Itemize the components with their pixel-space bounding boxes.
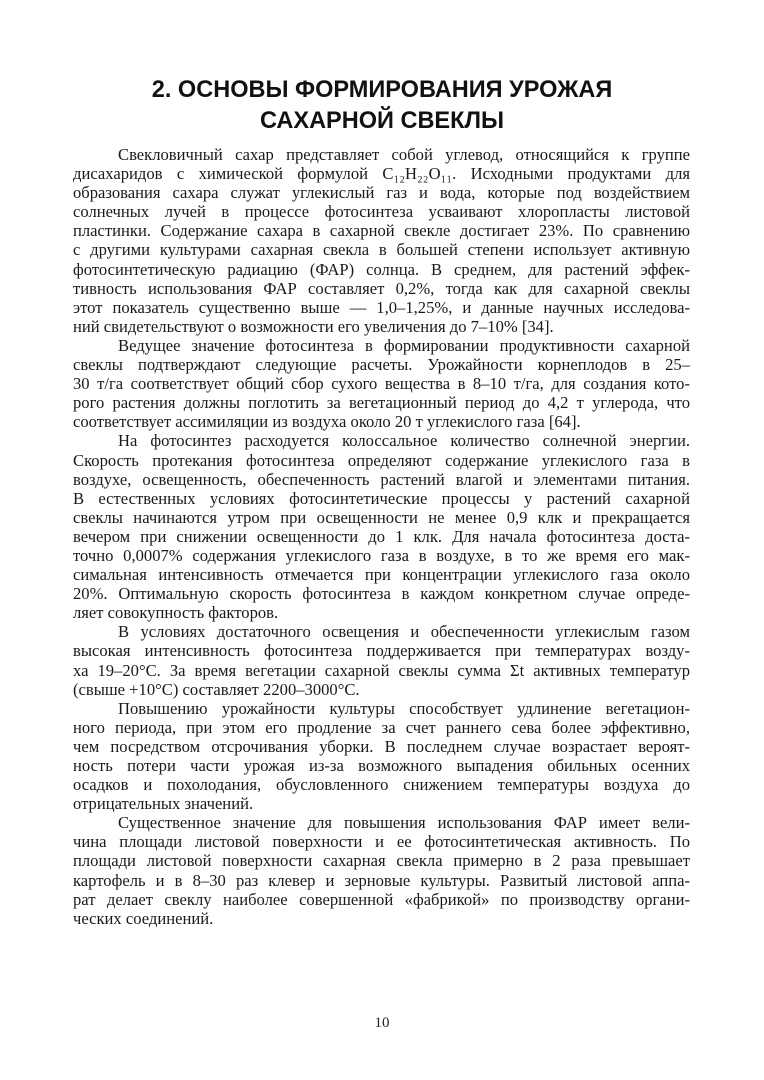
text-line: чем посредством отсрочивания уборки. В последнем случае возрастает вероят- <box>73 736 690 756</box>
text-line: этот показатель существенно выше — 1,0–1,25%, и данные научных исследова- <box>73 297 690 317</box>
chapter-title-line-1: 2. ОСНОВЫ ФОРМИРОВАНИЯ УРОЖАЯ <box>151 76 613 103</box>
text-line: ного периода, при этом его продление за счет раннего сева более эффективно, <box>73 717 690 737</box>
text-line: тивность использования ФАР составляет 0,2%, тогда как для сахарной свеклы <box>73 278 690 298</box>
text-line: симальная интенсивность отмечается при концентрации углекислого газа около <box>73 565 690 585</box>
paragraph <box>73 145 690 336</box>
text-line: точно 0,0007% содержания углекислого газа в воздухе, в то же время его мак- <box>73 545 690 565</box>
text-line: рат делает свеклу наиболее совершенной «фабрикой» по производству органи- <box>73 889 690 909</box>
text-line: 20%. Оптимальную скорость фотосинтеза в каждом конкретном случае опреде- <box>73 584 690 604</box>
text-line: вечером при снижении освещенности до 1 клк. Для начала фотосинтеза доста- <box>73 526 690 546</box>
text-line: образования сахара служат углекислый газ и вода, которые под воздействием <box>73 183 690 203</box>
paragraph <box>73 813 690 928</box>
paragraph <box>73 431 690 622</box>
body-text <box>73 145 690 928</box>
text-line: свеклы подтверждают следующие расчеты. Урожайности корнеплодов в 25– <box>73 355 690 375</box>
text-line: ческих соединений. <box>73 908 214 928</box>
text-line: высокая интенсивность фотосинтеза поддерживается при температурах возду- <box>73 641 690 661</box>
text-line: (свыше +10°С) составляет 2200–3000°С. <box>73 679 360 699</box>
text-line: свеклы начинаются утром при освещенности не менее 0,9 клк и прекращается <box>73 507 690 527</box>
text-line: Ведущее значение фотосинтеза в формировании продуктивности сахарной <box>118 335 690 355</box>
text-line: воздухе, освещенность, обеспеченность растений влагой и элементами питания. <box>73 469 690 489</box>
chapter-title-line-2: САХАРНОЙ СВЕКЛЫ <box>259 107 505 134</box>
paragraph <box>73 699 690 814</box>
text-line: солнечных лучей в процессе фотосинтеза усваивают хлоропласты листовой <box>73 202 690 222</box>
text-line: с другими культурами сахарная свекла в большей степени использует активную <box>73 240 690 260</box>
text-line: чина площади листовой поверхности и ее фотосинтетическая активность. По <box>73 832 690 852</box>
text-line: ний свидетельствуют о возможности его увеличения до 7–10% [34]. <box>73 316 554 336</box>
text-line: пластинки. Содержание сахара в сахарной свекле достигает 23%. По сравнению <box>73 221 690 241</box>
text-line: осадков и похолодания, обусловленного снижением температуры воздуха до <box>73 775 690 795</box>
text-line: В естественных условиях фотосинтетические процессы у растений сахарной <box>73 488 690 508</box>
text-line: ха 19–20°С. За время вегетации сахарной свеклы сумма Σt активных температур <box>73 660 690 680</box>
text-line: отрицательных значений. <box>73 794 254 814</box>
text-line: рого растения должны поглотить за вегетационный период до 4,2 т углерода, что <box>73 393 690 413</box>
text-line: дисахаридов с химической формулой C₁₂H₂₂O₁₁. Исходными продуктами для <box>73 164 690 184</box>
paragraph <box>73 622 690 698</box>
chapter-title <box>0 74 764 136</box>
text-line: Скорость протекания фотосинтеза определяют содержание углекислого газа в <box>73 450 690 470</box>
text-line: На фотосинтез расходуется колоссальное количество солнечной энергии. <box>118 431 690 451</box>
text-line: картофель и в 8–30 раз клевер и зерновые культуры. Развитый листовой аппа- <box>73 870 690 890</box>
paragraph <box>73 336 690 431</box>
text-line: ность потери части урожая из-за возможного выпадения обильных осенних <box>73 756 690 775</box>
text-line: ляет совокупность факторов. <box>73 603 279 623</box>
text-line: фотосинтетическую радиацию (ФАР) солнца. В среднем, для растений эффек- <box>73 259 690 279</box>
text-line: Повышению урожайности культуры способствует удлинение вегетацион- <box>118 698 690 718</box>
text-line: соответствует ассимиляции из воздуха около 20 т углекислого газа [64]. <box>73 412 581 432</box>
text-line: площади листовой поверхности сахарная свекла примерно в 2 раза превышает <box>73 851 690 871</box>
text-line: Существенное значение для повышения использования ФАР имеет вели- <box>118 813 690 833</box>
text-line: В условиях достаточного освещения и обеспеченности углекислым газом <box>118 622 690 642</box>
text-line: Свекловичный сахар представляет собой углевод, относящийся к группе <box>118 145 690 164</box>
page-number: 10 <box>374 1015 390 1031</box>
text-line: 30 т/га соответствует общий сбор сухого вещества в 8–10 т/га, для создания кото- <box>73 374 690 394</box>
